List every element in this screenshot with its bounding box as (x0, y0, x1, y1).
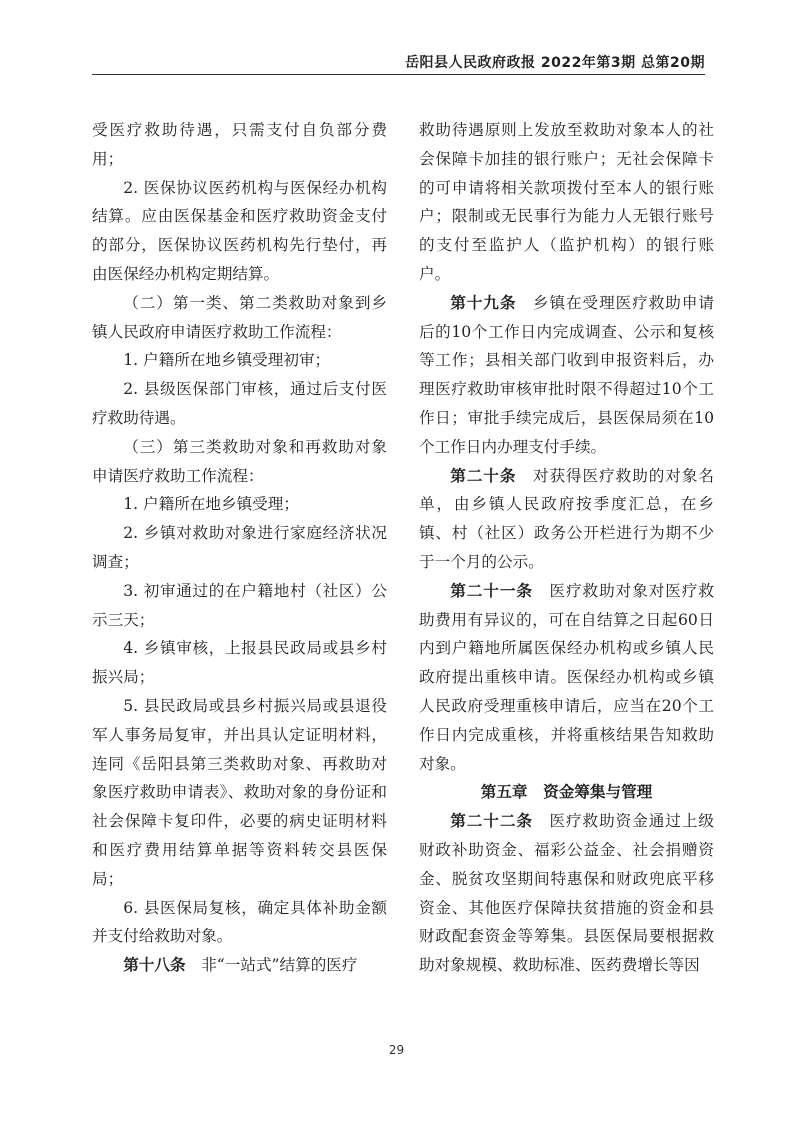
body-paragraph: 2. 县级医保部门审核，通过后支付医疗救助待遇。 (92, 380, 387, 427)
body-paragraph: （三）第三类救助对象和再救助对象申请医疗救助工作流程： (92, 437, 387, 485)
article-text: 医疗救助资金通过上级财政补助资金、福彩公益金、社会捐赠资金、脱贫攻坚期间特惠保和财政兜底平移资金、其他医疗保障扶贫措施的资金和县财政配套资金等筹集。县医保局要根据救助对象规模、救助标准、医药费增长等因 (419, 812, 714, 975)
body-paragraph: 救助待遇原则上发放至救助对象本人的社会保障卡加挂的银行账户；无社会保障卡的可申请将相关款项拨付至本人的银行账户；限制或无民事行为能力人无银行账号的支付至监护人（监护机构）的银行账户。 (419, 121, 714, 283)
article-text: 乡镇在受理医疗救助申请后的10个工作日内完成调查、公示和复核等工作；县相关部门收到申报资料后，办理医疗救助审核审批时限不得超过10个工作日；审批手续完成后，县医保局须在10个工作日内办理支付手续。 (419, 293, 714, 456)
header-rule (92, 74, 705, 75)
article-text: 医疗救助对象对医疗救助费用有异议的，可在自结算之日起60日内到户籍地所属医保经办机构或乡镇人民政府提出重核申请。医保经办机构或乡镇人民政府受理重核申请后，应当在20个工作日内完成重核，并将重核结果告知救助对象。 (419, 581, 714, 773)
article-title: 第十九条 (450, 293, 517, 312)
article-paragraph (419, 577, 714, 779)
article-title: 第二十条 (450, 466, 517, 485)
body-paragraph: 2. 医保协议医药机构与医保经办机构结算。应由医保基金和医疗救助资金支付的部分，医保协议医药机构先行垫付，再由医保经办机构定期结算。 (92, 178, 387, 283)
article-text: 对获得医疗救助的对象名单，由乡镇人民政府按季度汇总，在乡镇、村（社区）政务公开栏进行为期不少于一个月的公示。 (419, 466, 714, 571)
article-paragraph (419, 289, 714, 462)
body-paragraph: 3. 初审通过的在户籍地村（社区）公示三天； (92, 581, 387, 629)
running-header: 岳阳县人民政府政报 2022年第3期 总第20期 (405, 55, 705, 71)
chapter-heading: 第五章 资金筹集与管理 (480, 783, 653, 802)
body-paragraph: 4. 乡镇审核，上报县民政局或县乡村振兴局； (92, 639, 387, 687)
article-title: 第二十二条 (450, 812, 533, 831)
article-paragraph (419, 807, 714, 980)
article-paragraph (92, 951, 387, 980)
article-title: 第二十一条 (450, 581, 533, 600)
article-paragraph (419, 462, 714, 577)
body-paragraph: 1. 户籍所在地乡镇受理； (123, 495, 299, 514)
right-column (419, 116, 714, 980)
left-column (92, 116, 387, 980)
body-paragraph: （二）第一类、第二类救助对象到乡镇人民政府申请医疗救助工作流程： (92, 293, 387, 341)
article-text: 非“一站式”结算的医疗 (201, 956, 358, 975)
body-paragraph: 5. 县民政局或县乡村振兴局或县退役军人事务局复审，并出具认定证明材料，连同《岳阳县第三类救助对象、再救助对象医疗救助申请表》、救助对象的身份证和社会保障卡复印件，必要的病史证明材料和医疗费用结算单据等资料转交县医保局； (92, 696, 387, 888)
body-paragraph: 6. 县医保局复核，确定具体补助金额并支付给救助对象。 (92, 898, 387, 946)
body-paragraph: 1. 户籍所在地乡镇受理初审； (123, 351, 331, 370)
page-number: 29 (388, 1043, 405, 1057)
body-paragraph: 2. 乡镇对救助对象进行家庭经济状况调查； (92, 524, 387, 571)
article-title: 第十八条 (123, 956, 186, 975)
body-paragraph: 受医疗救助待遇，只需支付自负部分费用； (92, 121, 387, 168)
